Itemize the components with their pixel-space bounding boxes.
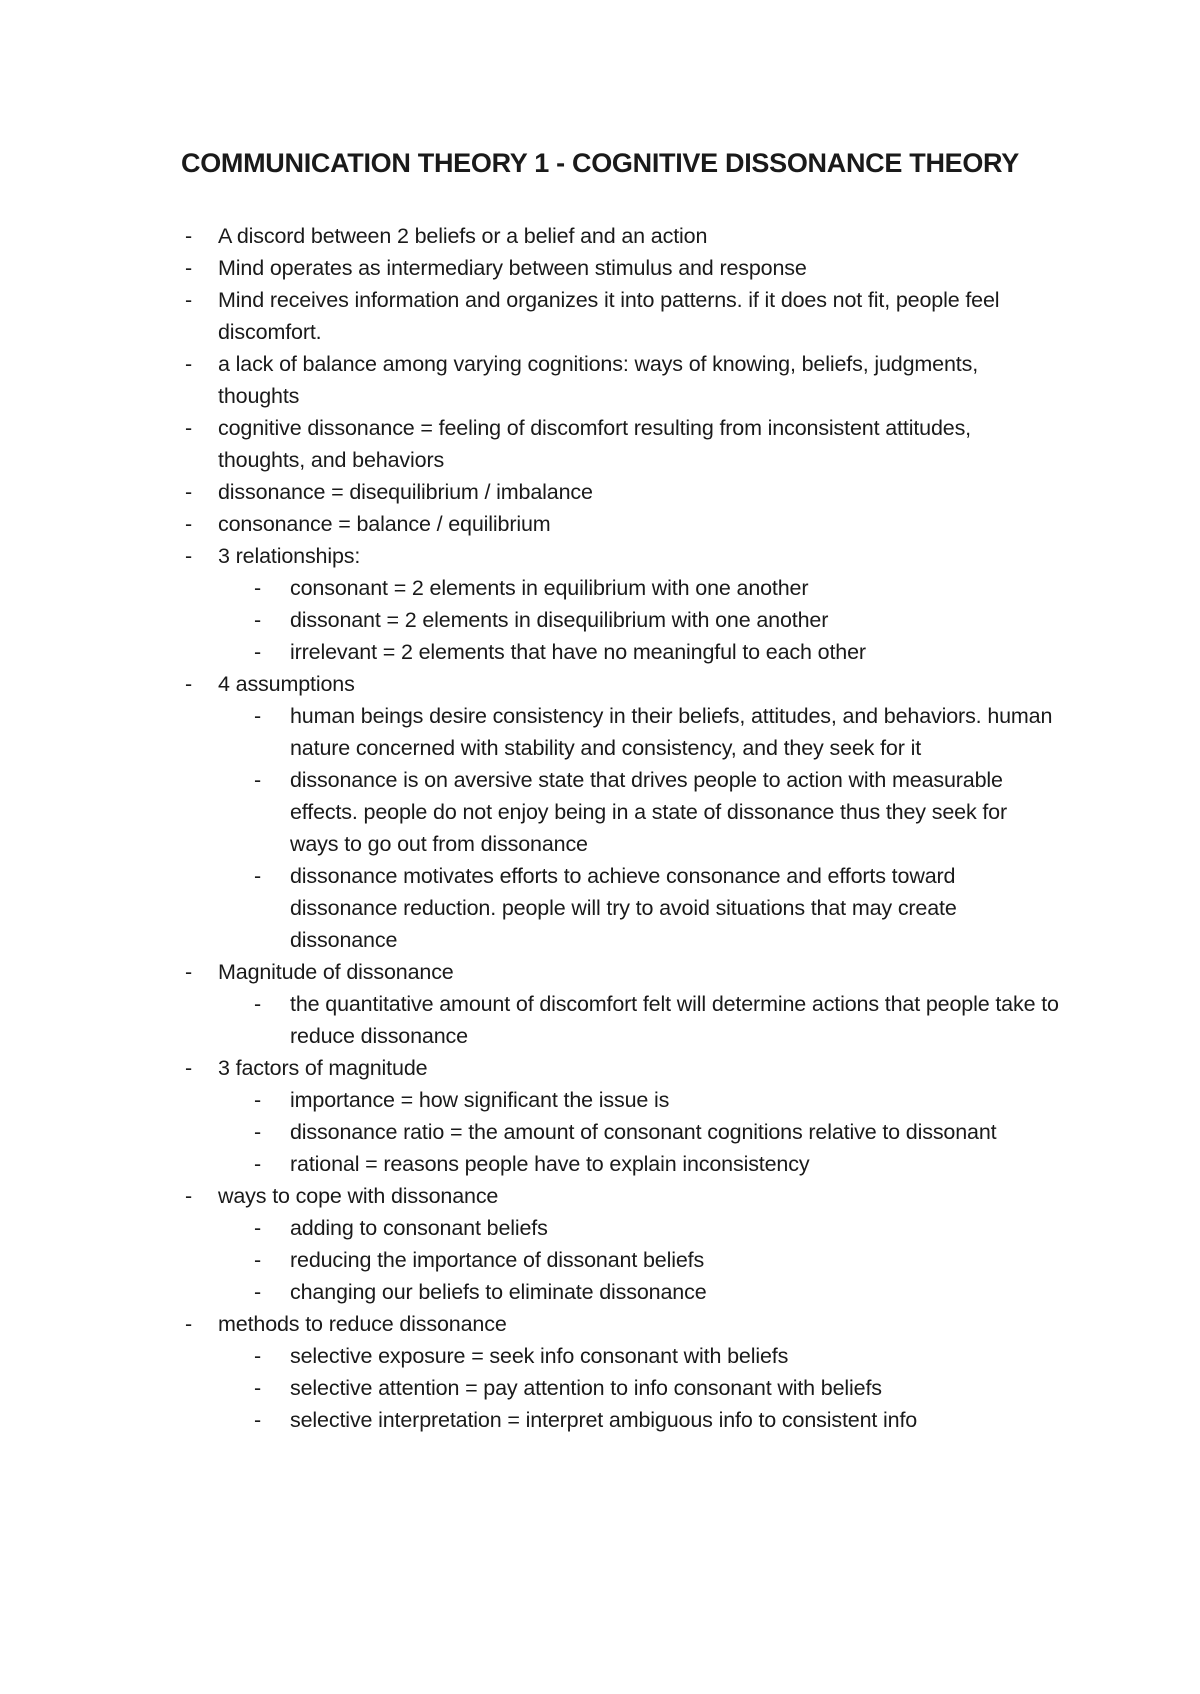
sub-list-item (0, 988, 1060, 1052)
list-item (0, 252, 1018, 284)
list-item (0, 220, 1018, 252)
list-item-text: rational = reasons people have to explain inconsistency (290, 1152, 810, 1176)
list-item-text: cognitive dissonance = feeling of discomfort resulting from inconsistent attitudes, thoughts, and behaviors (218, 416, 971, 472)
bullet-dash: - (254, 992, 262, 1016)
bullet-dash: - (254, 1376, 262, 1400)
list-item-text: dissonance motivates efforts to achieve consonance and efforts toward dissonance reduction. people will try to avoid situations that may create dissonance (290, 864, 957, 952)
list-item-text: dissonance = disequilibrium / imbalance (218, 480, 593, 504)
list-item-text: Mind receives information and organizes it into patterns. if it does not fit, people feel discomfort. (218, 288, 1000, 344)
list-item-text: 3 factors of magnitude (218, 1056, 428, 1080)
bullet-dash: - (185, 1056, 193, 1080)
bullet-dash: - (185, 512, 193, 536)
bullet-dash: - (185, 416, 193, 440)
sub-list-item (0, 572, 1060, 604)
sub-list-item (0, 1148, 1060, 1180)
sub-list-item (0, 1276, 1060, 1308)
sub-list-item (0, 1084, 1060, 1116)
list-item-text: importance = how significant the issue is (290, 1088, 670, 1112)
bullet-dash: - (254, 640, 262, 664)
bullet-dash: - (185, 1184, 193, 1208)
bullet-dash: - (254, 1280, 262, 1304)
bullet-dash: - (185, 544, 193, 568)
list-item-text: dissonance ratio = the amount of consonant cognitions relative to dissonant (290, 1120, 997, 1144)
list-item-text: irrelevant = 2 elements that have no meaningful to each other (290, 640, 866, 664)
bullet-dash: - (254, 1248, 262, 1272)
list-item-text: A discord between 2 beliefs or a belief and an action (218, 224, 708, 248)
list-item-text: ways to cope with dissonance (218, 1184, 499, 1208)
bullet-dash: - (254, 1088, 262, 1112)
list-item-text: consonance = balance / equilibrium (218, 512, 551, 536)
list-item (0, 1180, 1018, 1212)
list-item-text: a lack of balance among varying cognitions: ways of knowing, beliefs, judgments, thoughts (218, 352, 979, 408)
sub-list-item (0, 1372, 1060, 1404)
bullet-dash: - (254, 1408, 262, 1432)
sub-list-item (0, 1116, 1060, 1148)
bullet-dash: - (254, 1344, 262, 1368)
bullet-dash: - (185, 288, 193, 312)
list-item (0, 956, 1018, 988)
list-item-text: 3 relationships: (218, 544, 361, 568)
bullet-dash: - (185, 256, 193, 280)
sub-list-item (0, 1340, 1060, 1372)
list-item-text: human beings desire consistency in their beliefs, attitudes, and behaviors. human nature concerned with stability and consistency, and they seek for it (290, 704, 1053, 760)
list-item-text: Magnitude of dissonance (218, 960, 454, 984)
list-item-text: selective exposure = seek info consonant with beliefs (290, 1344, 789, 1368)
sub-list-item (0, 1212, 1060, 1244)
list-item-text: dissonance is on aversive state that drives people to action with measurable effects. people do not enjoy being in a state of dissonance thus they seek for ways to go out from dissonance (290, 768, 1008, 856)
sub-list-item (0, 764, 1060, 860)
document-title: COMMUNICATION THEORY 1 - COGNITIVE DISSONANCE THEORY (181, 148, 1019, 178)
bullet-dash: - (185, 224, 193, 248)
bullet-dash: - (254, 576, 262, 600)
list-item-text: selective interpretation = interpret ambiguous info to consistent info (290, 1408, 918, 1432)
bullet-dash: - (254, 704, 262, 728)
list-item (0, 348, 1018, 412)
list-item (0, 1308, 1018, 1340)
bullet-dash: - (254, 608, 262, 632)
list-item-text: methods to reduce dissonance (218, 1312, 507, 1336)
list-item (0, 540, 1018, 572)
bullet-dash: - (185, 352, 193, 376)
list-item-text: 4 assumptions (218, 672, 355, 696)
list-item (0, 668, 1018, 700)
list-item (0, 1052, 1018, 1084)
list-item-text: changing our beliefs to eliminate dissonance (290, 1280, 707, 1304)
notes-list (0, 220, 1200, 1436)
list-item-text: selective attention = pay attention to info consonant with beliefs (290, 1376, 882, 1400)
list-item (0, 508, 1018, 540)
sub-list-item (0, 1244, 1060, 1276)
list-item-text: consonant = 2 elements in equilibrium with one another (290, 576, 809, 600)
bullet-dash: - (254, 1120, 262, 1144)
bullet-dash: - (254, 1216, 262, 1240)
sub-list-item (0, 636, 1060, 668)
list-item-text: the quantitative amount of discomfort felt will determine actions that people take to reduce dissonance (290, 992, 1059, 1048)
list-item-text: Mind operates as intermediary between stimulus and response (218, 256, 807, 280)
bullet-dash: - (254, 864, 262, 888)
list-item-text: reducing the importance of dissonant beliefs (290, 1248, 705, 1272)
bullet-dash: - (185, 960, 193, 984)
sub-list-item (0, 1404, 1060, 1436)
bullet-dash: - (254, 1152, 262, 1176)
list-item (0, 476, 1018, 508)
bullet-dash: - (185, 1312, 193, 1336)
list-item (0, 284, 1018, 348)
bullet-dash: - (185, 480, 193, 504)
sub-list-item (0, 860, 1060, 956)
list-item (0, 412, 1018, 476)
sub-list-item (0, 604, 1060, 636)
sub-list-item (0, 700, 1060, 764)
bullet-dash: - (254, 768, 262, 792)
list-item-text: dissonant = 2 elements in disequilibrium with one another (290, 608, 829, 632)
list-item-text: adding to consonant beliefs (290, 1216, 548, 1240)
bullet-dash: - (185, 672, 193, 696)
